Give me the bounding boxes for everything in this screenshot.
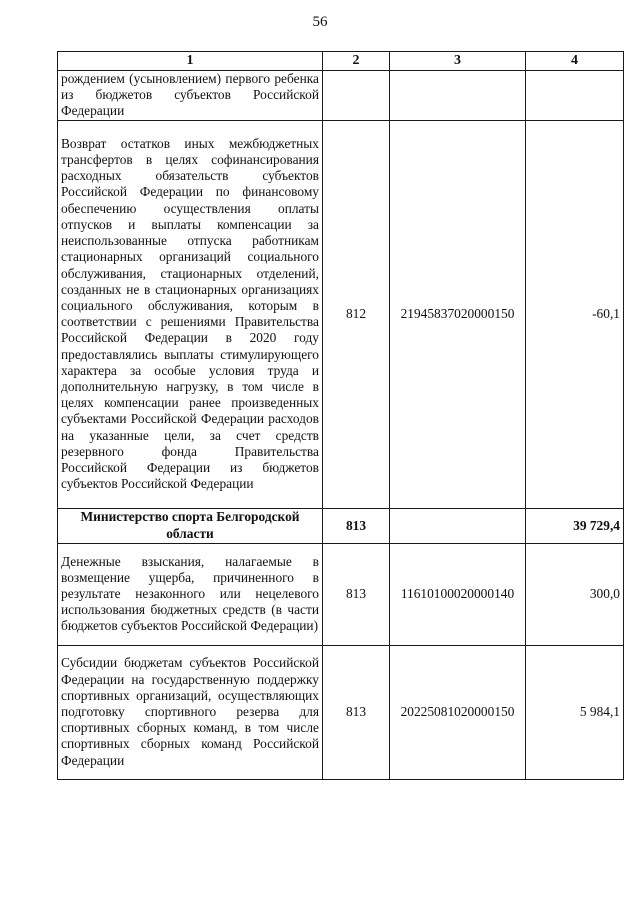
row-kbk-code: 21945837020000150 [390,120,526,508]
row-amount: 5 984,1 [526,645,624,779]
column-header-1: 1 [58,52,323,71]
row-admin-code: 812 [323,120,390,508]
section-kbk-code [390,508,526,543]
header-row [58,52,624,71]
row-admin-code: 813 [323,645,390,779]
row-amount [526,71,624,121]
budget-revenue-table [57,51,624,780]
column-header-4: 4 [526,52,624,71]
section-title: Министерство спорта Белгородской области [58,508,323,543]
section-total-amount: 39 729,4 [526,508,624,543]
row-admin-code [323,71,390,121]
row-amount: 300,0 [526,543,624,645]
row-description: рождением (усыновлением) первого ребенка из бюджетов субъектов Российской Федерации [58,71,323,121]
row-admin-code: 813 [323,543,390,645]
row-amount: -60,1 [526,120,624,508]
row-description: Денежные взыскания, налагаемые в возмещение ущерба, причиненного в результате незаконного или нецелевого использования бюджетных средств (в части бюджетов субъектов Российской Федерации) [58,543,323,645]
row-description: Субсидии бюджетам субъектов Российской Федерации на государственную поддержку спортивных организаций, осуществляющих подготовку спортивного резерва для спортивных сборных команд, в том числе спортивных сборных команд Российской Федерации [58,645,323,779]
table-row [58,120,624,508]
row-description: Возврат остатков иных межбюджетных трансфертов в целях софинансирования расходных обязательств субъектов Российской Федерации по финансовому обеспечению осуществления оплаты отпусков и выплаты компенсации за неиспользованные отпуска работникам стационарных организаций социального обслуживания, стационарных отделений, созданных не в стационарных организациях социального обслуживания, которым в соответствии с решениями Правительства Российской Федерации в 2020 году предоставлялись выплаты стимулирующего характера за особые условия труда и дополнительную нагрузку, в том числе в целях компенсации ранее произведенных субъектами Российской Федерации расходов на указанные цели, за счет средств резервного фонда Правительства Российской Федерации из бюджетов субъектов Российской Федерации [58,120,323,508]
table-row [58,543,624,645]
column-header-3: 3 [390,52,526,71]
column-header-2: 2 [323,52,390,71]
section-row [58,508,624,543]
section-admin-code: 813 [323,508,390,543]
table-row [58,645,624,779]
row-kbk-code: 11610100020000140 [390,543,526,645]
page-number: 56 [312,14,328,30]
row-kbk-code [390,71,526,121]
row-kbk-code: 20225081020000150 [390,645,526,779]
table-row [58,71,624,121]
